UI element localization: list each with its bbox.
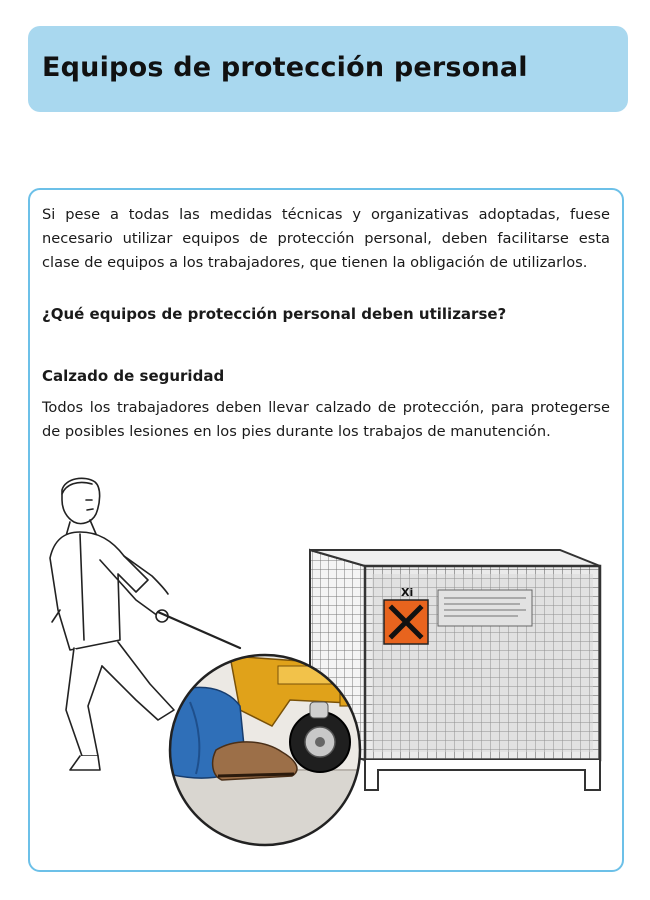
section-paragraph: Todos los trabajadores deben llevar calzado de protección, para protegerse de posibles lesiones en los pies durante los trabajos de manutención. bbox=[42, 399, 610, 440]
section-heading: Calzado de seguridad bbox=[42, 367, 225, 385]
illustration bbox=[40, 470, 610, 850]
intro-paragraph: Si pese a todas las medidas técnicas y organizativas adoptadas, fuese necesario utilizar equipos de protección personal, deben facilitarse esta clase de equipos a los trabajadores, que tienen la obligación de utilizarlos. bbox=[42, 206, 610, 271]
hazard-label: Xi bbox=[401, 586, 414, 599]
title-banner bbox=[28, 26, 628, 112]
page-title: Equipos de protección personal bbox=[42, 52, 528, 83]
question-heading: ¿Qué equipos de protección personal deben utilizarse? bbox=[42, 305, 507, 323]
